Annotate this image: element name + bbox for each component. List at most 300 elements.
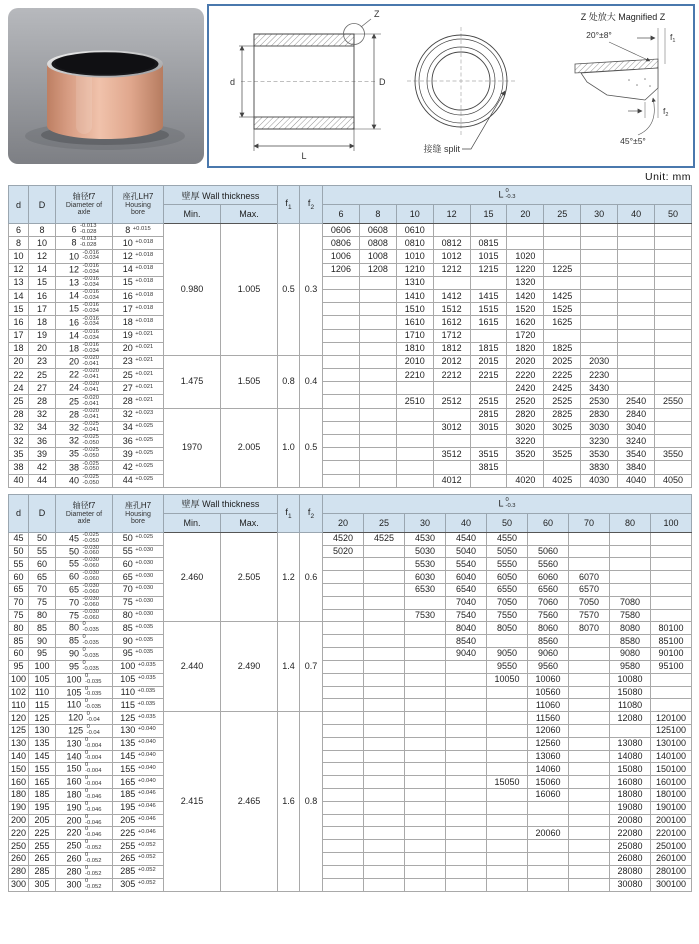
cell-L-20: 1620: [507, 316, 544, 329]
col-header-max: Max.: [221, 205, 278, 224]
cell-bore: 12 $^{+0.018}$: [113, 250, 164, 263]
cell-L-8: [359, 461, 396, 474]
cell-L-12: 1812: [433, 342, 470, 355]
cell-L-50: 5050: [487, 545, 528, 558]
cell-L-25: [544, 250, 581, 263]
cell-wall-max: 2.005: [221, 408, 278, 487]
cell-L-25: 1425: [544, 289, 581, 302]
cell-d: 16: [9, 316, 29, 329]
cell-L-10: 1010: [396, 250, 433, 263]
cell-f2: 0.7: [300, 622, 323, 712]
cell-L-60: 10060: [528, 673, 569, 686]
cell-d: 85: [9, 635, 29, 648]
cell-L-20: 2220: [507, 369, 544, 382]
f2-label: $f_2$: [663, 106, 669, 118]
cell-L-40: [446, 853, 487, 866]
cell-d: 22: [9, 369, 29, 382]
tolerance-stack: 0 -0.035: [84, 698, 102, 711]
cell-L-8: [359, 395, 396, 408]
cell-L-8: [359, 276, 396, 289]
cell-axle: 22 -0.020 -0.041: [56, 369, 113, 382]
cell-L-60: 6060: [528, 571, 569, 584]
cell-L-25: 3025: [544, 421, 581, 434]
cell-L-30: 5530: [405, 558, 446, 571]
cell-bore: 255 $^{+0.052}$: [113, 840, 164, 853]
cell-L-80: 30080: [610, 878, 651, 891]
cell-bore: 44 $^{+0.025}$: [113, 474, 164, 487]
cell-L-25: [364, 840, 405, 853]
cell-L-80: 19080: [610, 801, 651, 814]
cell-L-100: 250100: [651, 840, 692, 853]
cell-L-20: [323, 596, 364, 609]
col-header-L-20: 20: [323, 513, 364, 532]
tolerance-stack: -0.016 -0.034: [82, 315, 99, 328]
cell-D: 285: [29, 865, 56, 878]
cell-D: 70: [29, 584, 56, 597]
cell-L-20: [323, 673, 364, 686]
cell-L-100: 90100: [651, 648, 692, 661]
cell-L-10: 1210: [396, 263, 433, 276]
cell-L-40: 9040: [446, 648, 487, 661]
cell-D: 18: [29, 316, 56, 329]
spec-row: [9, 596, 692, 609]
spec-row: [9, 263, 692, 276]
cell-axle: 10 -0.016 -0.034: [56, 250, 113, 263]
cell-L-70: [569, 853, 610, 866]
cell-L-25: [364, 737, 405, 750]
cell-L-30: [581, 263, 618, 276]
cell-D: 90: [29, 635, 56, 648]
cell-D: 265: [29, 853, 56, 866]
cell-d: 150: [9, 763, 29, 776]
spec-row: [9, 648, 692, 661]
cell-L-30: [405, 712, 446, 725]
cell-L-25: [364, 571, 405, 584]
cell-L-20: [323, 622, 364, 635]
cell-L-70: [569, 699, 610, 712]
col-header-f1: $f_1$: [278, 494, 300, 532]
cell-L-30: [581, 329, 618, 342]
cell-bore: 80 $^{+0.030}$: [113, 609, 164, 622]
cell-L-25: [544, 224, 581, 237]
cell-wall-max: 2.465: [221, 712, 278, 891]
cell-axle: 140 0 -0.004: [56, 750, 113, 763]
spec-row: [9, 673, 692, 686]
cell-L-15: [470, 224, 507, 237]
cell-D: 305: [29, 878, 56, 891]
cell-L-6: [323, 303, 360, 316]
cell-D: 23: [29, 355, 56, 368]
cell-L-40: [446, 801, 487, 814]
cell-L-12: [433, 461, 470, 474]
cell-d: 180: [9, 789, 29, 802]
cell-L-40: 3040: [618, 421, 655, 434]
cell-L-50: [655, 369, 692, 382]
cell-L-25: [544, 237, 581, 250]
cell-axle: 80 0 -0.035: [56, 622, 113, 635]
cell-L-60: [528, 801, 569, 814]
cell-L-40: [446, 699, 487, 712]
cell-L-6: [323, 421, 360, 434]
dim-label-L: L: [301, 151, 307, 161]
cell-L-60: 8560: [528, 635, 569, 648]
cell-bore: 225 $^{+0.046}$: [113, 827, 164, 840]
cell-L-70: 7570: [569, 609, 610, 622]
cell-L-40: 7540: [446, 609, 487, 622]
tolerance-stack: -0.016 -0.034: [82, 275, 99, 288]
cell-L-20: [323, 558, 364, 571]
cell-L-6: 1206: [323, 263, 360, 276]
cell-L-10: [396, 448, 433, 461]
col-header-d: d: [9, 186, 29, 224]
cell-L-40: 4040: [618, 474, 655, 487]
cell-L-40: [618, 303, 655, 316]
cell-L-30: [405, 622, 446, 635]
cell-axle: 300 0 -0.052: [56, 878, 113, 891]
cell-L-70: [569, 686, 610, 699]
cell-bore: 265 $^{+0.052}$: [113, 853, 164, 866]
cell-L-100: 125100: [651, 724, 692, 737]
dim-label-D: D: [379, 77, 386, 87]
tolerance-stack: 0 -0.04: [86, 723, 100, 736]
cell-L-30: [405, 648, 446, 661]
cell-L-70: 6570: [569, 584, 610, 597]
cell-axle: 16 -0.016 -0.034: [56, 316, 113, 329]
spec-row: [9, 878, 692, 891]
spec-row: [9, 474, 692, 487]
cell-bore: 23 $^{+0.021}$: [113, 355, 164, 368]
cell-d: 6: [9, 224, 29, 237]
cell-axle: 75 -0.030 -0.060: [56, 609, 113, 622]
cell-L-15: 1615: [470, 316, 507, 329]
cell-L-80: [610, 724, 651, 737]
cell-L-30: [405, 635, 446, 648]
cell-L-50: [655, 276, 692, 289]
cell-L-40: 2540: [618, 395, 655, 408]
col-header-L-6: 6: [323, 205, 360, 224]
cell-f2: 0.6: [300, 532, 323, 622]
cell-D: 25: [29, 369, 56, 382]
cell-L-30: [405, 660, 446, 673]
header-row-1: [9, 494, 692, 513]
col-header-f2: $f_2$: [300, 186, 323, 224]
cell-L-12: [433, 224, 470, 237]
cell-bore: 205 $^{+0.046}$: [113, 814, 164, 827]
cell-D: 95: [29, 648, 56, 661]
cell-bore: 8 $^{+0.015}$: [113, 224, 164, 237]
cell-L-50: 7550: [487, 609, 528, 622]
cell-L-25: [364, 865, 405, 878]
cell-L-25: [364, 724, 405, 737]
cell-bore: 10 $^{+0.018}$: [113, 237, 164, 250]
cell-L-50: [487, 801, 528, 814]
col-header-wall-thickness: 壁厚 Wall thickness: [164, 494, 278, 513]
cell-axle: 13 -0.016 -0.034: [56, 276, 113, 289]
cell-d: 32: [9, 435, 29, 448]
col-header-L-70: 70: [569, 513, 610, 532]
cell-L-30: [581, 289, 618, 302]
cell-L-40: 3240: [618, 435, 655, 448]
tolerance-stack: 0 -0.046: [85, 800, 102, 813]
cell-bore: 165 $^{+0.040}$: [113, 776, 164, 789]
cell-d: 140: [9, 750, 29, 763]
cell-L-60: 7060: [528, 596, 569, 609]
col-header-L-100: 100: [651, 513, 692, 532]
cell-L-60: 5560: [528, 558, 569, 571]
cell-L-60: 7560: [528, 609, 569, 622]
cell-L-15: 1815: [470, 342, 507, 355]
cell-L-8: [359, 369, 396, 382]
cell-L-70: 6070: [569, 571, 610, 584]
header-row-1: [9, 186, 692, 205]
cell-f2: 0.3: [300, 224, 323, 356]
cell-L-10: [396, 382, 433, 395]
cell-L-40: [446, 878, 487, 891]
cell-d: 80: [9, 622, 29, 635]
cell-L-8: [359, 329, 396, 342]
front-view: [407, 27, 515, 154]
cell-L-20: 3220: [507, 435, 544, 448]
cell-axle: 28 -0.020 -0.041: [56, 408, 113, 421]
col-header-L-10: 10: [396, 205, 433, 224]
cell-axle: 130 0 -0.004: [56, 737, 113, 750]
cell-L-30: 3230: [581, 435, 618, 448]
cell-bore: 125 $^{+0.035}$: [113, 712, 164, 725]
cell-L-20: [323, 686, 364, 699]
spec-row: [9, 558, 692, 571]
cell-axle: 45 -0.025 -0.050: [56, 532, 113, 545]
cell-axle: 32 -0.025 -0.041: [56, 421, 113, 434]
cell-d: 10: [9, 250, 29, 263]
tolerance-stack: 0 -0.004: [85, 762, 102, 775]
cell-L-15: [470, 474, 507, 487]
cell-L-80: 8580: [610, 635, 651, 648]
cell-bore: 34 $^{+0.025}$: [113, 421, 164, 434]
cell-L-25: [364, 814, 405, 827]
col-header-L-50: 50: [487, 513, 528, 532]
cell-L-12: 1212: [433, 263, 470, 276]
cell-L-25: [364, 763, 405, 776]
cell-L-20: [323, 584, 364, 597]
cell-L-60: 9560: [528, 660, 569, 673]
cell-L-30: [405, 724, 446, 737]
cell-L-40: [446, 737, 487, 750]
cell-L-70: [569, 532, 610, 545]
cell-d: 102: [9, 686, 29, 699]
cell-L-100: 130100: [651, 737, 692, 750]
col-header-bore: 座孔H7 Housing bore: [113, 494, 164, 532]
cell-L-70: [569, 776, 610, 789]
tolerance-stack: -0.013 -0.028: [80, 236, 97, 249]
cell-L-8: [359, 355, 396, 368]
cell-bore: 135 $^{+0.040}$: [113, 737, 164, 750]
cell-L-12: [433, 408, 470, 421]
angle-bottom-label: 45°±5°: [620, 136, 646, 146]
tolerance-stack: -0.030 -0.060: [82, 608, 99, 621]
cell-L-25: [364, 699, 405, 712]
cell-axle: 105 0 -0.035: [56, 686, 113, 699]
cell-L-8: [359, 435, 396, 448]
cell-L-30: [405, 596, 446, 609]
cell-L-30: [581, 250, 618, 263]
cell-axle: 14 -0.016 -0.034: [56, 289, 113, 302]
cell-D: 10: [29, 237, 56, 250]
cell-L-20: [323, 865, 364, 878]
cell-L-25: [364, 584, 405, 597]
cell-d: 200: [9, 814, 29, 827]
cell-L-60: 12060: [528, 724, 569, 737]
cell-wall-min: 2.440: [164, 622, 221, 712]
cell-L-25: [364, 545, 405, 558]
col-header-D: D: [29, 494, 56, 532]
cell-L-20: 1020: [507, 250, 544, 263]
cell-L-100: 180100: [651, 789, 692, 802]
col-header-min: Min.: [164, 513, 221, 532]
spec-row: [9, 355, 692, 368]
tolerance-stack: -0.016 -0.034: [82, 262, 99, 275]
tolerance-stack: 0 -0.052: [85, 877, 102, 890]
cell-L-25: [364, 558, 405, 571]
cell-L-50: 8050: [487, 622, 528, 635]
cell-axle: 20 -0.020 -0.041: [56, 355, 113, 368]
cell-L-70: [569, 763, 610, 776]
tolerance-stack: -0.016 -0.034: [82, 328, 99, 341]
cell-L-25: [364, 686, 405, 699]
cell-L-80: 8080: [610, 622, 651, 635]
cell-L-25: [364, 853, 405, 866]
cell-d: 250: [9, 840, 29, 853]
cell-L-40: 2840: [618, 408, 655, 421]
cell-L-30: [581, 303, 618, 316]
cell-L-10: [396, 474, 433, 487]
cell-L-40: [618, 355, 655, 368]
cell-D: 135: [29, 737, 56, 750]
cell-bore: 42 $^{+0.025}$: [113, 461, 164, 474]
tolerance-stack: 0 -0.046: [85, 813, 102, 826]
cell-L-8: [359, 303, 396, 316]
cell-L-70: [569, 750, 610, 763]
tolerance-stack: 0 -0.035: [82, 647, 99, 659]
cell-L-8: 0608: [359, 224, 396, 237]
cell-axle: 90 0 -0.035: [56, 648, 113, 661]
cell-bore: 285 $^{+0.052}$: [113, 865, 164, 878]
col-header-L-40: 40: [618, 205, 655, 224]
cell-L-30: [581, 224, 618, 237]
cell-L-40: [618, 224, 655, 237]
cell-L-10: 1410: [396, 289, 433, 302]
cell-bore: 39 $^{+0.025}$: [113, 448, 164, 461]
cell-D: 19: [29, 329, 56, 342]
tolerance-stack: -0.025 -0.050: [82, 473, 99, 486]
cell-d: 17: [9, 329, 29, 342]
tolerance-stack: 0 -0.04: [86, 711, 100, 724]
cell-L-60: 15060: [528, 776, 569, 789]
cell-L-6: [323, 316, 360, 329]
cell-L-30: 7530: [405, 609, 446, 622]
cell-d: 300: [9, 878, 29, 891]
cell-L-25: 4025: [544, 474, 581, 487]
cell-bore: 20 $^{+0.021}$: [113, 342, 164, 355]
spec-row: [9, 609, 692, 622]
dim-label-d: d: [229, 77, 235, 87]
cell-L-15: 1215: [470, 263, 507, 276]
cell-L-8: 1008: [359, 250, 396, 263]
col-header-L-20: 20: [507, 205, 544, 224]
cell-L-30: 2530: [581, 395, 618, 408]
cell-D: 105: [29, 673, 56, 686]
cell-L-40: [446, 712, 487, 725]
cell-d: 130: [9, 737, 29, 750]
cell-L-40: [446, 724, 487, 737]
cell-L-25: [364, 750, 405, 763]
cell-D: 125: [29, 712, 56, 725]
bushing-photo-image: [8, 8, 204, 164]
col-header-D: D: [29, 186, 56, 224]
tolerance-stack: -0.020 -0.041: [82, 355, 99, 367]
cell-L-25: [364, 673, 405, 686]
cell-axle: 32 -0.025 -0.050: [56, 435, 113, 448]
cell-axle: 8 -0.013 -0.028: [56, 237, 113, 250]
cell-d: 50: [9, 545, 29, 558]
cell-L-100: [651, 609, 692, 622]
cell-d: 32: [9, 421, 29, 434]
cell-axle: 35 -0.025 -0.050: [56, 448, 113, 461]
unit-label: Unit: mm: [645, 171, 691, 183]
section-view: [230, 9, 386, 161]
cell-d: 260: [9, 853, 29, 866]
cell-axle: 24 -0.020 -0.041: [56, 382, 113, 395]
cell-L-20: [323, 609, 364, 622]
col-header-max: Max.: [221, 513, 278, 532]
cell-L-80: 15080: [610, 763, 651, 776]
cell-L-40: [618, 342, 655, 355]
cell-L-25: [544, 461, 581, 474]
cell-axle: 40 -0.025 -0.050: [56, 474, 113, 487]
spec-row: [9, 532, 692, 545]
cell-L-30: 3030: [581, 421, 618, 434]
cell-d: 75: [9, 609, 29, 622]
cell-L-50: 3550: [655, 448, 692, 461]
col-header-L-50: 50: [655, 205, 692, 224]
cell-L-50: [487, 724, 528, 737]
cell-D: 15: [29, 276, 56, 289]
cell-L-60: 14060: [528, 763, 569, 776]
cell-L-70: [569, 545, 610, 558]
cell-D: 85: [29, 622, 56, 635]
cell-f1: 0.5: [278, 224, 300, 356]
cell-L-40: [446, 865, 487, 878]
cell-L-25: [544, 276, 581, 289]
cell-L-40: 6540: [446, 584, 487, 597]
cell-L-30: 2030: [581, 355, 618, 368]
cell-d: 65: [9, 584, 29, 597]
spec-row: [9, 724, 692, 737]
cell-L-40: [618, 382, 655, 395]
cell-L-40: [618, 263, 655, 276]
cell-axle: 200 0 -0.046: [56, 814, 113, 827]
cell-L-50: [487, 840, 528, 853]
cell-bore: 36 $^{+0.025}$: [113, 435, 164, 448]
cell-L-10: [396, 421, 433, 434]
cell-L-60: 10560: [528, 686, 569, 699]
cell-axle: 110 0 -0.035: [56, 699, 113, 712]
cell-L-20: [323, 571, 364, 584]
cell-L-10: [396, 408, 433, 421]
cell-L-6: [323, 474, 360, 487]
cell-L-40: [446, 776, 487, 789]
cell-L-20: [323, 853, 364, 866]
cell-L-25: 2825: [544, 408, 581, 421]
